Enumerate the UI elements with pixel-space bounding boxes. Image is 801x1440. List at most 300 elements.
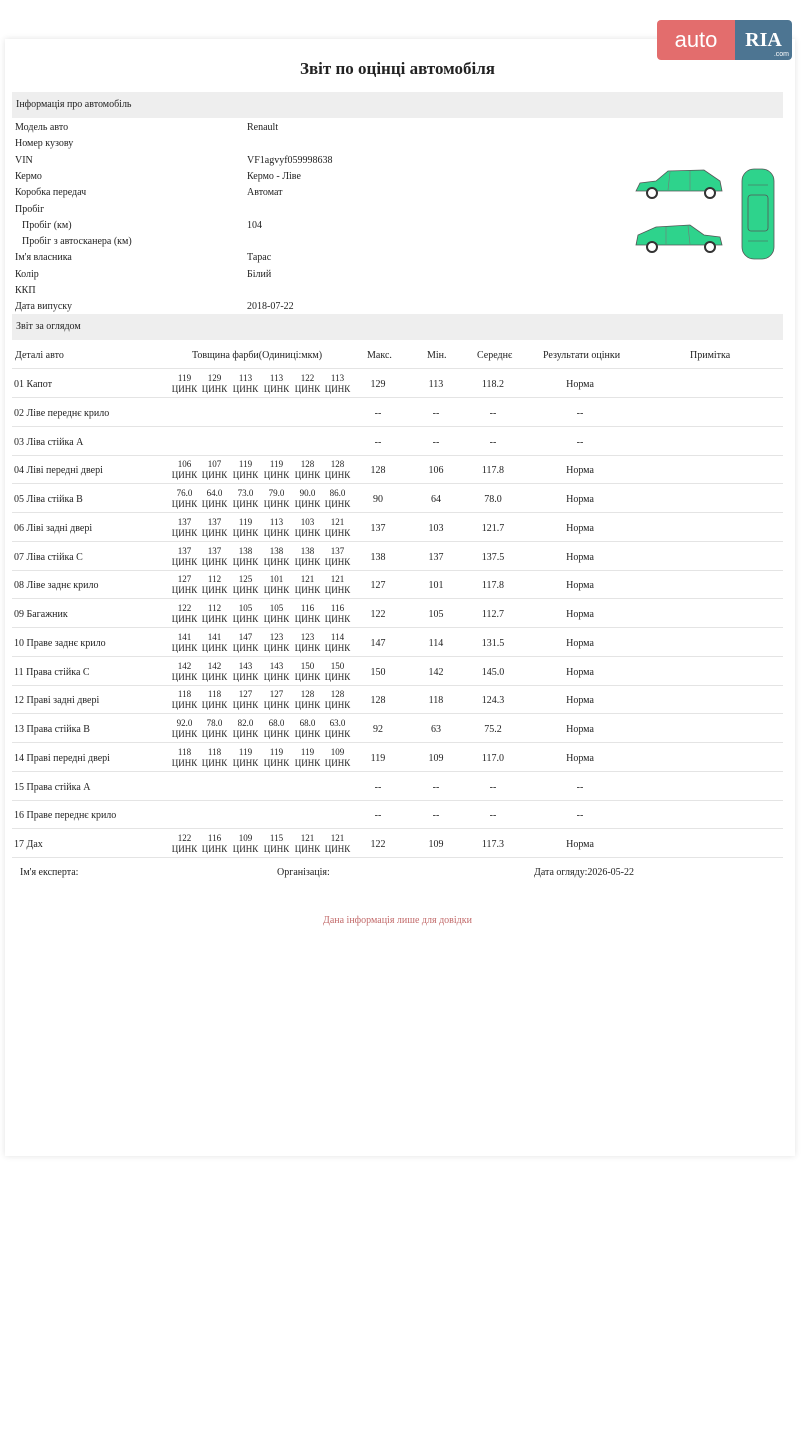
cell-min: 109 <box>428 752 444 764</box>
coating-type: ЦИНК <box>201 556 228 567</box>
reading-value: 150 <box>330 660 345 671</box>
header-part: Деталі авто <box>15 350 64 361</box>
coating-type: ЦИНК <box>201 844 228 854</box>
cell-result: Норма <box>566 666 594 678</box>
thickness-reading <box>199 718 230 740</box>
reading-value: 86.0 <box>329 488 346 498</box>
coating-type: ЦИНК <box>294 844 321 854</box>
thickness-reading <box>230 689 261 711</box>
thickness-reading <box>169 689 200 711</box>
thickness-reading <box>292 661 323 683</box>
info-label: Коробка передач <box>15 187 87 199</box>
coating-type: ЦИНК <box>201 757 228 768</box>
cell-avg: 75.2 <box>484 724 502 735</box>
info-label: Пробіг <box>15 203 45 215</box>
coating-type: ЦИНК <box>294 585 321 596</box>
part-name: 17 Дах <box>14 839 43 850</box>
table-row <box>12 686 783 714</box>
cell-min: 113 <box>428 379 444 390</box>
reading-value: 142 <box>177 660 192 671</box>
cell-avg: 121.7 <box>481 522 505 534</box>
reading-value: 121 <box>330 516 345 527</box>
cell-min: 103 <box>428 522 444 534</box>
coating-type: ЦИНК <box>324 757 351 768</box>
thickness-reading <box>261 517 292 539</box>
reading-value: 122 <box>300 373 315 383</box>
cell-avg: 145.0 <box>481 666 505 678</box>
thickness-reading <box>199 546 230 568</box>
cell-result: Норма <box>566 839 594 850</box>
cell-avg: 78.0 <box>484 494 502 505</box>
cell-avg: 112.7 <box>481 609 505 620</box>
reading-value: 105 <box>269 603 284 613</box>
cell-min: 101 <box>428 580 444 592</box>
cell-result: Норма <box>566 752 594 764</box>
coating-type: ЦИНК <box>171 470 198 481</box>
coating-type: ЦИНК <box>171 642 198 653</box>
part-name: 03 Ліва стійка А <box>14 436 84 448</box>
cell-min: 106 <box>428 465 444 477</box>
thickness-reading <box>292 574 323 596</box>
reading-value: 119 <box>177 373 192 383</box>
coating-type: ЦИНК <box>171 614 198 624</box>
cell-result: Норма <box>566 637 594 649</box>
cell-avg: -- <box>489 407 497 419</box>
cell-max: 92 <box>373 724 383 735</box>
section-car-info: Інформація про автомобіль <box>12 92 783 118</box>
reading-value: 92.0 <box>176 718 193 728</box>
header-min: Мін. <box>427 350 447 361</box>
car-side-left-icon <box>636 170 722 198</box>
thickness-reading <box>261 373 292 395</box>
cell-avg: 137.5 <box>481 551 505 563</box>
reading-value: 118 <box>207 689 222 700</box>
table-row <box>12 600 783 628</box>
coating-type: ЦИНК <box>324 614 351 624</box>
coating-type: ЦИНК <box>232 499 259 509</box>
reading-value: 118 <box>177 746 192 757</box>
cell-result: Норма <box>566 580 594 592</box>
coating-type: ЦИНК <box>263 614 290 624</box>
cell-min: 142 <box>428 666 444 678</box>
reading-value: 113 <box>330 373 345 383</box>
reading-value: 113 <box>269 373 284 383</box>
cell-result: Норма <box>566 522 594 534</box>
coating-type: ЦИНК <box>263 642 290 653</box>
coating-type: ЦИНК <box>294 499 321 509</box>
reading-value: 137 <box>177 516 192 527</box>
coating-type: ЦИНК <box>324 556 351 567</box>
thickness-reading <box>292 517 323 539</box>
coating-type: ЦИНК <box>294 700 321 711</box>
cell-avg: 117.8 <box>481 580 505 592</box>
part-name: 13 Права стійка В <box>14 724 90 735</box>
cell-result: Норма <box>566 724 594 735</box>
coating-type: ЦИНК <box>201 729 228 739</box>
thickness-reading <box>292 747 323 769</box>
cell-max: 129 <box>370 379 386 390</box>
part-name: 01 Капот <box>14 379 52 390</box>
table-row <box>12 801 783 829</box>
cell-avg: 118.2 <box>481 379 505 390</box>
thickness-reading <box>292 689 323 711</box>
info-label: Пробіг з автосканера (км) <box>22 236 132 248</box>
thickness-reading <box>169 488 200 510</box>
thickness-reading <box>261 488 292 510</box>
reading-value: 137 <box>207 516 222 527</box>
thickness-reading <box>230 488 261 510</box>
header-avg: Середнє <box>477 350 513 361</box>
coating-type: ЦИНК <box>232 614 259 624</box>
thickness-reading <box>169 546 200 568</box>
coating-type: ЦИНК <box>263 757 290 768</box>
thickness-reading <box>230 546 261 568</box>
coating-type: ЦИНК <box>263 527 290 538</box>
reading-value: 113 <box>269 516 284 527</box>
coating-type: ЦИНК <box>263 499 290 509</box>
cell-min: 114 <box>428 637 444 649</box>
coating-type: ЦИНК <box>201 671 228 682</box>
reading-value: 122 <box>177 833 192 843</box>
reading-value: 123 <box>300 631 315 642</box>
reading-value: 143 <box>238 660 253 671</box>
reading-value: 112 <box>207 603 222 613</box>
reading-value: 128 <box>300 689 315 700</box>
coating-type: ЦИНК <box>201 499 228 509</box>
reading-value: 68.0 <box>268 718 285 728</box>
coating-type: ЦИНК <box>324 700 351 711</box>
coating-type: ЦИНК <box>232 844 259 854</box>
coating-type: ЦИНК <box>294 384 321 394</box>
thickness-reading <box>261 689 292 711</box>
reading-value: 119 <box>269 746 284 757</box>
cell-avg: 117.0 <box>481 752 505 764</box>
cell-avg: 131.5 <box>481 637 505 649</box>
cell-max: -- <box>374 407 382 419</box>
coating-type: ЦИНК <box>324 384 351 394</box>
coating-type: ЦИНК <box>263 556 290 567</box>
thickness-reading <box>261 546 292 568</box>
reading-value: 121 <box>330 833 345 843</box>
info-label: Номер кузову <box>15 138 74 150</box>
cell-min: -- <box>432 810 440 822</box>
logo-auto-part: auto <box>657 20 735 60</box>
thickness-reading <box>292 603 323 625</box>
info-label: Колір <box>15 268 39 280</box>
coating-type: ЦИНК <box>171 384 198 394</box>
coating-type: ЦИНК <box>263 671 290 682</box>
cell-max: 127 <box>370 580 386 592</box>
table-row <box>12 773 783 801</box>
reading-value: 109 <box>238 833 253 843</box>
reading-value: 138 <box>269 545 284 556</box>
cell-max: 119 <box>370 752 386 764</box>
table-row <box>12 744 783 772</box>
inspection-date: Дата огляду:2026-05-22 <box>534 867 635 878</box>
reading-value: 128 <box>300 459 315 470</box>
info-label: Ім'я власника <box>15 252 72 264</box>
thickness-reading <box>199 747 230 769</box>
cell-result: -- <box>576 810 584 822</box>
reading-value: 137 <box>177 545 192 556</box>
thickness-reading <box>261 661 292 683</box>
thickness-reading <box>261 603 292 625</box>
reading-value: 138 <box>300 545 315 556</box>
table-row <box>12 830 783 858</box>
coating-type: ЦИНК <box>171 757 198 768</box>
cell-max: 150 <box>370 666 386 678</box>
reading-value: 142 <box>207 660 222 671</box>
table-row <box>12 658 783 686</box>
reading-value: 147 <box>238 631 253 642</box>
reading-value: 79.0 <box>268 488 285 498</box>
cell-min: 105 <box>428 609 444 620</box>
autoria-logo[interactable] <box>657 20 792 60</box>
cell-max: 90 <box>373 494 383 505</box>
reading-value: 138 <box>238 545 253 556</box>
table-row <box>12 370 783 398</box>
coating-type: ЦИНК <box>201 585 228 596</box>
table-row <box>12 514 783 542</box>
coating-type: ЦИНК <box>171 700 198 711</box>
part-name: 07 Ліва стійка С <box>14 551 83 563</box>
thickness-reading <box>261 718 292 740</box>
table-row <box>12 715 783 743</box>
thickness-reading <box>199 373 230 395</box>
reading-value: 101 <box>269 574 284 585</box>
reading-value: 137 <box>207 545 222 556</box>
coating-type: ЦИНК <box>263 585 290 596</box>
thickness-reading <box>199 689 230 711</box>
cell-min: 63 <box>431 724 441 735</box>
cell-max: 137 <box>370 522 386 534</box>
info-value: Білий <box>247 268 272 280</box>
reading-value: 129 <box>207 373 222 383</box>
part-name: 16 Праве переднє крило <box>14 810 117 822</box>
reading-value: 127 <box>269 689 284 700</box>
reading-value: 150 <box>300 660 315 671</box>
car-diagram <box>632 165 782 265</box>
reading-value: 122 <box>177 603 192 613</box>
info-value: 2018-07-22 <box>247 301 294 313</box>
cell-avg: 117.8 <box>481 465 505 477</box>
cell-avg: 117.3 <box>481 839 505 850</box>
part-name: 02 Ліве переднє крило <box>14 407 110 419</box>
coating-type: ЦИНК <box>171 729 198 739</box>
cell-min: 137 <box>428 551 444 563</box>
cell-result: Норма <box>566 379 594 390</box>
coating-type: ЦИНК <box>294 527 321 538</box>
reading-value: 141 <box>207 631 222 642</box>
reading-value: 121 <box>300 574 315 585</box>
thickness-reading <box>169 603 200 625</box>
part-name: 15 Права стійка А <box>14 781 91 793</box>
reading-value: 128 <box>330 459 345 470</box>
thickness-reading <box>230 517 261 539</box>
thickness-reading <box>230 459 261 481</box>
reading-value: 116 <box>300 603 315 613</box>
cell-min: -- <box>432 781 440 793</box>
coating-type: ЦИНК <box>171 499 198 509</box>
coating-type: ЦИНК <box>171 844 198 854</box>
coating-type: ЦИНК <box>324 499 351 509</box>
coating-type: ЦИНК <box>171 671 198 682</box>
reading-value: 118 <box>177 689 192 700</box>
coating-type: ЦИНК <box>294 614 321 624</box>
reading-value: 119 <box>300 746 315 757</box>
coating-type: ЦИНК <box>201 700 228 711</box>
reading-value: 119 <box>238 516 253 527</box>
reading-value: 106 <box>177 459 192 470</box>
thickness-reading <box>261 574 292 596</box>
coating-type: ЦИНК <box>294 556 321 567</box>
reading-value: 127 <box>238 689 253 700</box>
cell-max: 128 <box>370 695 386 707</box>
info-value: Renault <box>247 122 279 133</box>
cell-avg: -- <box>489 810 497 822</box>
reading-value: 119 <box>238 746 253 757</box>
info-label: VIN <box>15 154 33 166</box>
car-top-view-icon <box>742 169 774 259</box>
thickness-reading <box>261 833 292 855</box>
cell-min: -- <box>432 407 440 419</box>
coating-type: ЦИНК <box>324 642 351 653</box>
header-max: Макс. <box>367 350 392 361</box>
info-label: Дата випуску <box>15 301 73 313</box>
coating-type: ЦИНК <box>263 729 290 739</box>
thickness-reading <box>199 517 230 539</box>
cell-result: Норма <box>566 695 594 707</box>
reading-value: 119 <box>238 459 253 470</box>
cell-avg: -- <box>489 781 497 793</box>
coating-type: ЦИНК <box>232 642 259 653</box>
coating-type: ЦИНК <box>171 527 198 538</box>
info-label: Модель авто <box>15 122 69 133</box>
reading-value: 68.0 <box>299 718 316 728</box>
thickness-reading <box>261 747 292 769</box>
reading-value: 141 <box>177 631 192 642</box>
info-value: Тарас <box>247 252 272 264</box>
header-note: Примітка <box>690 350 731 361</box>
thickness-reading <box>292 459 323 481</box>
thickness-reading <box>230 661 261 683</box>
reading-value: 119 <box>269 459 284 470</box>
thickness-reading <box>169 747 200 769</box>
organization-label: Організація: <box>277 867 330 878</box>
reading-value: 103 <box>300 516 315 527</box>
coating-type: ЦИНК <box>232 757 259 768</box>
cell-result: Норма <box>566 465 594 477</box>
part-name: 10 Праве заднє крило <box>14 637 106 649</box>
reading-value: 116 <box>207 833 222 843</box>
table-row <box>12 428 783 456</box>
coating-type: ЦИНК <box>171 585 198 596</box>
info-value: Кермо - Ліве <box>247 170 301 182</box>
table-row <box>12 399 783 427</box>
cell-min: 118 <box>428 695 444 707</box>
coating-type: ЦИНК <box>263 700 290 711</box>
table-row <box>12 485 783 513</box>
part-name: 11 Права стійка С <box>14 666 90 678</box>
thickness-reading <box>292 373 323 395</box>
part-name: 12 Праві задні двері <box>14 695 100 707</box>
coating-type: ЦИНК <box>201 642 228 653</box>
logo-ria-text: RIA <box>745 28 782 51</box>
thickness-reading <box>261 459 292 481</box>
cell-result: Норма <box>566 609 594 620</box>
cell-result: -- <box>576 436 584 448</box>
header-result: Результати оцінки <box>543 350 621 361</box>
logo-com-text: .com <box>773 51 789 58</box>
cell-max: 122 <box>370 839 386 850</box>
thickness-reading <box>169 373 200 395</box>
cell-max: 122 <box>370 609 386 620</box>
thickness-reading <box>261 632 292 654</box>
coating-type: ЦИНК <box>294 642 321 653</box>
thickness-reading <box>292 546 323 568</box>
thickness-reading <box>169 517 200 539</box>
info-value: Автомат <box>247 187 283 199</box>
coating-type: ЦИНК <box>201 384 228 394</box>
reading-value: 137 <box>330 545 345 556</box>
cell-result: -- <box>576 407 584 419</box>
part-name: 08 Ліве заднє крило <box>14 580 99 592</box>
coating-type: ЦИНК <box>201 470 228 481</box>
part-name: 04 Ліві передні двері <box>14 465 103 477</box>
coating-type: ЦИНК <box>232 729 259 739</box>
thickness-reading <box>199 488 230 510</box>
logo-ria-part <box>735 20 792 60</box>
table-row <box>12 543 783 571</box>
reading-value: 73.0 <box>237 488 254 498</box>
coating-type: ЦИНК <box>232 470 259 481</box>
coating-type: ЦИНК <box>294 757 321 768</box>
thickness-reading <box>230 603 261 625</box>
table-row <box>12 629 783 657</box>
cell-min: 109 <box>428 839 444 850</box>
cell-result: Норма <box>566 551 594 563</box>
thickness-reading <box>199 632 230 654</box>
thickness-reading <box>230 747 261 769</box>
section-inspection: Звіт за оглядом <box>12 314 783 340</box>
thickness-reading <box>230 373 261 395</box>
reading-value: 115 <box>269 833 284 843</box>
coating-type: ЦИНК <box>232 556 259 567</box>
thickness-reading <box>169 833 200 855</box>
reading-value: 76.0 <box>176 488 193 498</box>
cell-max: -- <box>374 436 382 448</box>
coating-type: ЦИНК <box>201 614 228 624</box>
car-side-right-icon <box>636 225 722 252</box>
thickness-reading <box>169 632 200 654</box>
thickness-reading <box>292 833 323 855</box>
table-row <box>12 571 783 599</box>
table-row <box>12 456 783 484</box>
part-name: 14 Праві передні двері <box>14 752 110 764</box>
reading-value: 105 <box>238 603 253 613</box>
info-value: 104 <box>247 219 262 231</box>
info-value: VF1agvyf059998638 <box>247 154 333 166</box>
part-name: 06 Ліві задні двері <box>14 522 93 534</box>
thickness-reading <box>199 661 230 683</box>
coating-type: ЦИНК <box>324 585 351 596</box>
thickness-reading <box>230 718 261 740</box>
reading-value: 63.0 <box>329 718 346 728</box>
coating-type: ЦИНК <box>232 384 259 394</box>
reading-value: 109 <box>330 746 345 757</box>
reading-value: 127 <box>177 574 192 585</box>
cell-max: -- <box>374 810 382 822</box>
